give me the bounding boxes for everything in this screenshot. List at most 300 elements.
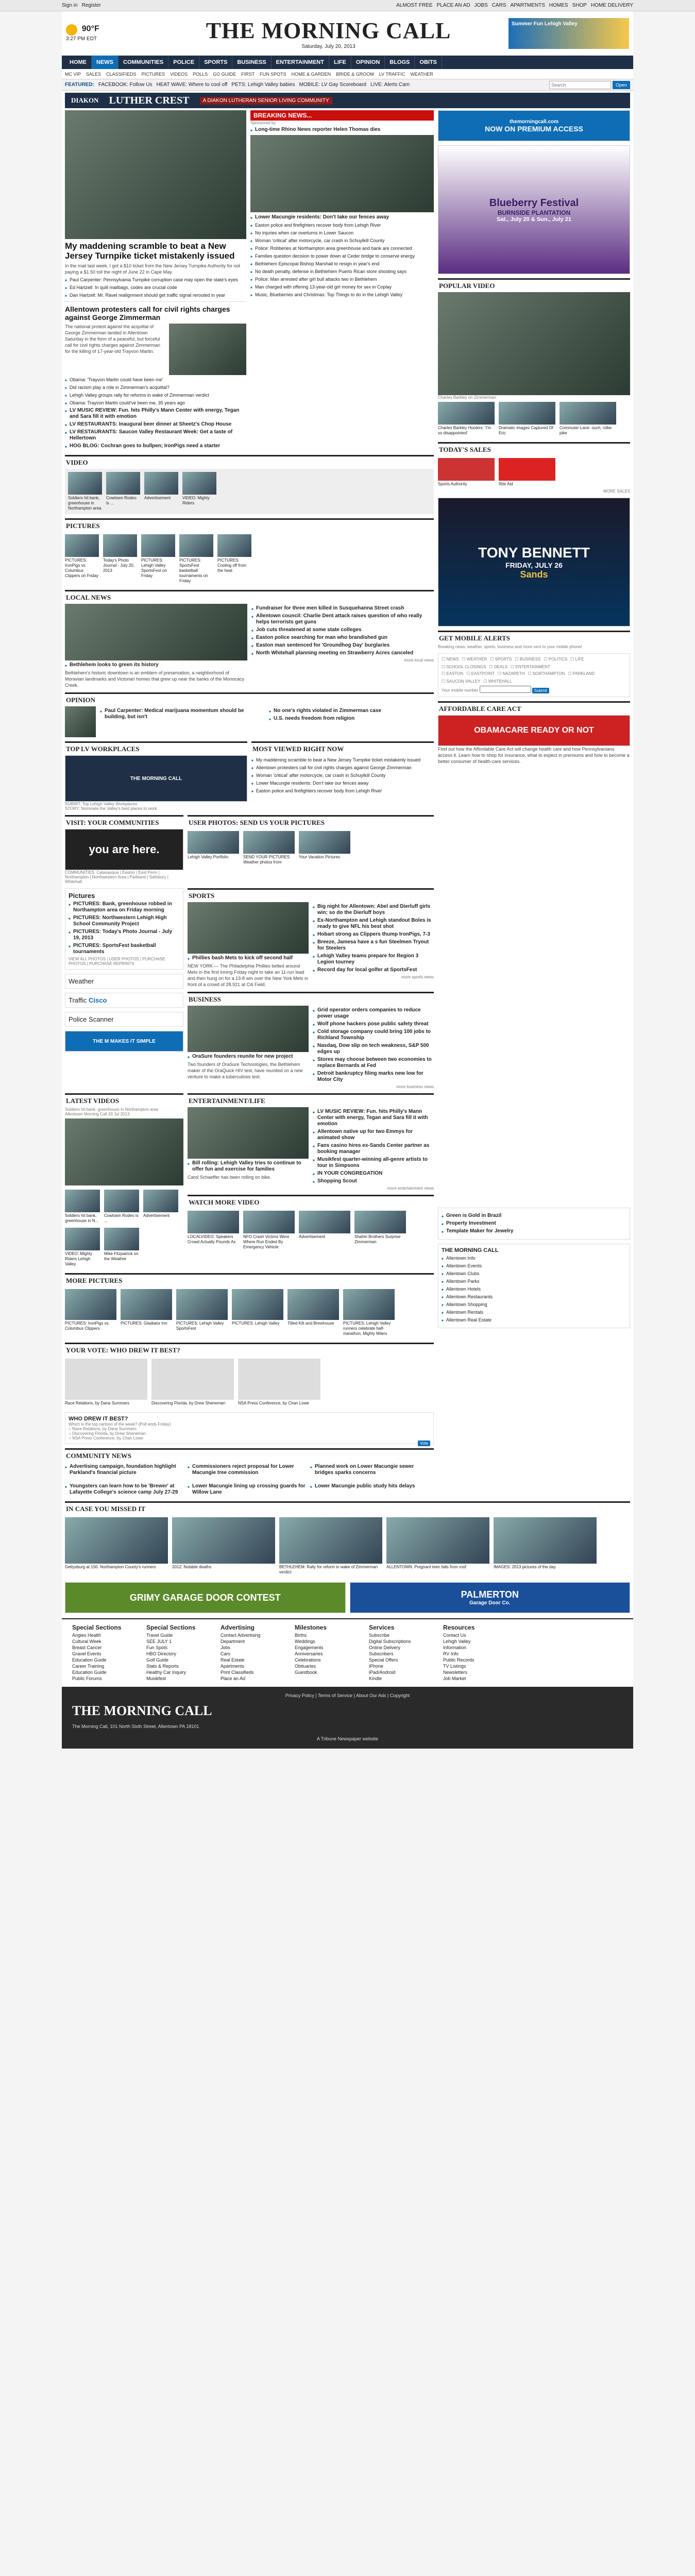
business-title: BUSINESS xyxy=(188,992,434,1006)
entertainment-item[interactable]: ■ Musikfest quarter-winning all-genre artists to tour in Simpsons xyxy=(313,1157,434,1169)
lead-story xyxy=(65,110,246,451)
sponsored-links xyxy=(438,1208,630,1240)
featured-link[interactable]: HEAT WAVE: Where to cool off xyxy=(156,82,228,88)
more-entertainment-link[interactable]: more entertainment news xyxy=(387,1186,434,1191)
workplaces-sub[interactable]: STORY: Nominate the Valley's best places to work xyxy=(65,806,157,811)
weather-temp: 90°F xyxy=(81,24,99,33)
picture-thumb[interactable]: PICTURES: Lehigh Valley SportsFest on Friday xyxy=(141,534,175,584)
poll-option[interactable]: Race Relations, by Dana Summers xyxy=(72,1427,137,1431)
local-item[interactable]: ■ North Whitehall planning meeting on Strawberry Acres canceled xyxy=(251,650,434,656)
subnav-item[interactable]: HOME & GARDEN xyxy=(291,71,331,77)
mobile-alerts-form xyxy=(438,653,630,697)
entertainment-lead[interactable]: ■ Bill rolling: Lehigh Valley tries to continue to offer fun and exercise for families xyxy=(188,1160,309,1173)
sponsored-link[interactable]: ■ Property Investment xyxy=(442,1221,626,1227)
footer-col: Advertising Contact Advertising Department Jobs Cars Real Estate Apartments Print Classifieds Place an Ad xyxy=(221,1624,261,1681)
county-checkbox[interactable]: ☐ EASTPOINT xyxy=(466,671,495,676)
phone-label: Your mobile number xyxy=(442,688,479,693)
featured-link[interactable]: MOBILE: LV Gay Scoreboard xyxy=(299,82,366,88)
main-nav xyxy=(62,56,633,69)
watch-more-title: WATCH MORE VIDEO xyxy=(188,1195,434,1209)
more-headline[interactable]: ■ LV MUSIC REVIEW: Fun. hits Philly's Mann Center with energy, Tegan and Sara fill it with emotion xyxy=(65,408,246,420)
county-checkbox[interactable]: ☐ NAZARETH xyxy=(497,671,525,676)
main-wrapper xyxy=(62,11,633,1749)
search-box xyxy=(549,81,630,89)
business-item[interactable]: ■ Detroit bankruptcy filing marks new low for Motor City xyxy=(313,1071,434,1083)
video-section-title: VIDEO xyxy=(65,455,434,469)
featured-bar xyxy=(62,79,633,91)
sports-title: SPORTS xyxy=(188,888,434,902)
footer-col: Milestones Births Weddings Engagements Anniversaries Celebrations Obituaries Guestbook xyxy=(295,1624,327,1675)
latest-video-player[interactable] xyxy=(65,1118,183,1185)
business-lead[interactable]: ■ OraSure founders reunite for new project xyxy=(188,1054,309,1060)
right-column xyxy=(438,110,630,1497)
workplaces-caption[interactable]: SUBMIT: Top Lehigh Valley Workplaces xyxy=(65,802,138,806)
business-item[interactable]: ■ Wolf phone hackers pose public safety threat xyxy=(313,1021,434,1027)
sports-item[interactable]: ■ Big night for Allentown: Abel and Dierluff girls win; so do the Dierluff boys xyxy=(313,904,434,916)
footer-logo[interactable]: THE MORNING CALL xyxy=(72,1703,212,1718)
subnav-item[interactable]: GO GUIDE xyxy=(213,71,236,77)
sale-item[interactable]: Sports Authority xyxy=(438,458,495,487)
pictures-list-title: Pictures xyxy=(69,892,95,900)
more-pic-thumb[interactable]: Titled Kilt and Brewhouse xyxy=(287,1289,339,1336)
promo-link[interactable]: ■ Allentown Rentals xyxy=(442,1309,626,1315)
pictures-list-box xyxy=(65,888,183,970)
footer-links[interactable]: Privacy Policy | Terms of Service | About Our Ads | Copyright xyxy=(285,1693,410,1698)
subnav-item[interactable]: POLLS xyxy=(193,71,208,77)
more-sports-link[interactable]: more sports news xyxy=(401,975,434,979)
more-pic-thumb[interactable]: PICTURES: Gladiator Inn xyxy=(121,1289,172,1336)
local-item[interactable]: ■ Easton man sentenced for 'Groundhog Day' burglaries xyxy=(251,642,434,649)
breaking-item[interactable]: ■ No injuries when car overturns in Lower Saucon xyxy=(250,230,434,236)
most-viewed-title: MOST VIEWED RIGHT NOW xyxy=(251,741,434,755)
breaking-story[interactable]: ■ Long-time Rhino News reporter Helen Thomas dies xyxy=(250,127,434,133)
picture-thumb[interactable]: PICTURES: SportsFest basketball tournaments on Friday xyxy=(179,534,213,584)
traffic-widget-row[interactable]: Traffic Cisco xyxy=(65,993,183,1008)
sports-item[interactable]: ■ Record day for local golfer at SportsFest xyxy=(313,967,434,973)
sports-photo[interactable] xyxy=(188,902,309,954)
sports-business xyxy=(188,884,434,1089)
pictures-list-item[interactable]: ■ PICTURES: Bank, greenhouse robbed in Northampton area on Friday morning xyxy=(69,901,180,913)
local-lead xyxy=(65,604,247,688)
masthead-date: Saturday, July 20, 2013 xyxy=(301,43,355,49)
entertainment-blurb: Carol Schaeffer has been rolling on bike. xyxy=(188,1175,272,1180)
viewed-item[interactable]: ■ Woman 'critical' after motorcycle, car crash in Schuylkill County xyxy=(251,772,434,778)
promo-link[interactable]: ■ Allentown Shopping xyxy=(442,1301,626,1308)
county-checkbox[interactable]: ☐ WHITEHALL xyxy=(483,679,512,684)
nav-news[interactable]: NEWS xyxy=(92,56,118,69)
left-widgets xyxy=(65,884,183,1089)
breaking-item[interactable]: ■ Woman 'critical' after motorcycle, car crash in Schuylkill County xyxy=(250,238,434,244)
county-checkbox[interactable]: ☐ PARKLAND xyxy=(568,671,595,676)
missed-thumb[interactable]: Gettysburg at 150: Northampton County's runners xyxy=(65,1517,168,1575)
missed-thumb[interactable]: 2012: Notable deaths xyxy=(172,1517,275,1575)
more-pic-thumb[interactable]: PICTURES: Lehigh Valley runners celebrate half-marathon, Mighty Milers xyxy=(343,1289,395,1336)
pictures-list-item[interactable]: ■ PICTURES: SportsFest basketball tournaments xyxy=(69,943,180,955)
breaking-item[interactable]: ■ Police: Robberies at Northampton area greenhouse and bank are connected xyxy=(250,245,434,251)
promo-link[interactable]: ■ Allentown Restaurants xyxy=(442,1294,626,1300)
register-link[interactable]: Register xyxy=(81,3,101,8)
site-footer xyxy=(62,1687,633,1749)
breaking-item[interactable]: ■ Easton police and firefighters recover body from Lehigh River xyxy=(250,222,434,228)
more-local-link[interactable]: more local news xyxy=(404,658,434,663)
local-item[interactable]: ■ Fundraiser for three men killed in Susquehanna Street crash xyxy=(251,605,434,612)
nav-communities[interactable]: COMMUNITIES xyxy=(118,56,168,69)
search-button[interactable]: Open xyxy=(613,81,630,89)
breaking-item[interactable]: ■ Music, Blueberries and Christmas: Top Things to do in the Lehigh Valley xyxy=(250,292,434,298)
business-item[interactable]: ■ Nasdaq, Dow slip on tech weakness, S&P 500 edges up xyxy=(313,1043,434,1055)
latest-video-caption[interactable]: Soldiers hit bank, greenhouse in Northampton area xyxy=(65,1107,158,1112)
local-lead-headline[interactable]: ■ Bethlehem looks to green its history xyxy=(65,662,247,668)
workplaces-title: TOP LV WORKPLACES xyxy=(65,741,247,755)
alert-checkbox[interactable]: ☐ DEALS xyxy=(489,665,508,669)
subnav-item[interactable]: SALES xyxy=(86,71,101,77)
local-lead-blurb: Bethlehem's historic downtown is an emblem of preservation, a neighborhood of Moravian landmarks and Victorian homes that grew up near the banks of the Monocacy Creek. xyxy=(65,670,245,688)
business-item[interactable]: ■ Stores may choose between two economies to replace Bernards at Fed xyxy=(313,1057,434,1069)
nav-police[interactable]: POLICE xyxy=(168,56,199,69)
subnav-item[interactable]: WEATHER xyxy=(410,71,433,77)
video-thumb[interactable]: Soldiers hit bank, greenhouse in Northampton area xyxy=(68,472,102,511)
nav-blogs[interactable]: BLOGS xyxy=(385,56,415,69)
more-headline[interactable]: ■ LV RESTAURANTS: Saucon Valley Restaurant Week: Get a taste of Hellertown xyxy=(65,429,246,442)
footer-col: Services Subscribe Digital Subscriptions Online Delivery Subscribers Special Offers iPhone iPad/Android Kindle xyxy=(369,1624,411,1681)
promo-link[interactable]: ■ Allentown Hotels xyxy=(442,1286,626,1292)
county-checkbox[interactable]: ☐ EASTON xyxy=(442,671,464,676)
pictures-list-item[interactable]: ■ PICTURES: Northwestern Lehigh High School Community Project xyxy=(69,915,180,927)
radio-icon[interactable]: ○ xyxy=(69,1436,73,1440)
topbar-link[interactable]: HOMES xyxy=(549,3,568,8)
nav-opinion[interactable]: OPINION xyxy=(351,56,385,69)
more-headline[interactable]: ■ LV RESTAURANTS: Inaugural beer dinner at Sheetz's Chop House xyxy=(65,421,246,428)
entertainment-item[interactable]: ■ LV MUSIC REVIEW: Fun. hits Philly's Mann Center with energy, Tegan and Sara fill it with emotion xyxy=(313,1109,434,1127)
alert-checkbox[interactable]: ☐ WEATHER xyxy=(462,657,487,662)
watch-thumb[interactable]: Advertisement xyxy=(299,1211,350,1250)
business-item[interactable]: ■ Grid operator orders companies to reduce power usage xyxy=(313,1007,434,1020)
topbar-link[interactable]: PLACE AN AD xyxy=(436,3,470,8)
sale-item[interactable]: Rite Aid xyxy=(499,458,555,487)
cartoon-thumb[interactable]: Discovering Florida, by Drew Sheneman xyxy=(151,1359,234,1406)
alert-checkbox[interactable]: ☐ ENTERTAINMENT xyxy=(511,665,550,669)
breaking-item[interactable]: ■ Families question decision to power down at Ceder bridge to conserve energy xyxy=(250,253,434,259)
breaking-item[interactable]: ■ Lower Macungie residents: Don't take our fences away xyxy=(250,214,434,221)
popular-video-player[interactable] xyxy=(438,292,630,395)
breaking-sponsor: Sponsored by xyxy=(250,121,276,125)
mobile-access-ad[interactable]: themorningcall.com NOW ON PREMIUM ACCESS xyxy=(438,110,630,141)
subnav-item[interactable]: PICTURES xyxy=(141,71,165,77)
sponsored-link[interactable]: ■ Green is Gold in Brazil xyxy=(442,1213,626,1219)
sports-item[interactable]: ■ Ex-Northampton and Lehigh standout Boles is ready to give NFL his best shot xyxy=(313,918,434,930)
masthead-ad[interactable]: Summer Fun Lehigh Valley xyxy=(508,18,629,49)
tony-bennett-ad[interactable]: TONY BENNETT FRIDAY, JULY 26 Sands xyxy=(438,498,630,626)
mobile-alerts-sub: Breaking news, weather, sports, business and more sent to your mobile phone! xyxy=(438,645,582,649)
latest-video-thumb[interactable]: VIDEO: Mighty Riders Lehigh Valley xyxy=(65,1228,100,1267)
alert-checkbox[interactable]: ☐ BUSINESS xyxy=(515,657,541,662)
picture-thumb[interactable]: PICTURES: IronPigs vs. Columbus Clippers on Friday xyxy=(65,534,99,584)
breaking-item[interactable]: ■ Police: Man arrested after girl bull attacks two in Bethlehem xyxy=(250,276,434,282)
picture-thumb[interactable]: Today's Photo Journal - July 20, 2013 xyxy=(103,534,137,584)
site-logo[interactable]: THE MORNING CALL Saturday, July 20, 2013 xyxy=(148,18,508,49)
viewed-item[interactable]: ■ My maddening scramble to beat a New Jersey Turnpike ticket mistakenly issued xyxy=(251,757,434,763)
alert-checkbox[interactable]: ☐ POLITICS xyxy=(544,657,568,662)
second-blurb: The national protest against the acquittal of George Zimmerman landed in Allentown Saturday in the form of a peaceful, but forceful call for civil rights charges against Zimmerman for the killing of 17-year-old Trayvon Martin. xyxy=(65,324,161,354)
watch-thumb[interactable]: LOCALVIDEO: Speakers Crowd Actually Pounds As xyxy=(188,1211,239,1250)
tribune-credit[interactable]: A Tribune Newspaper website xyxy=(316,1736,379,1741)
alert-checkbox[interactable]: ☐ NEWS xyxy=(442,657,459,662)
obamacare-ad[interactable]: OBAMACARE READY OR NOT xyxy=(438,715,630,746)
subnav-item[interactable]: MC VIP xyxy=(65,71,81,77)
topbar-link[interactable]: CARS xyxy=(491,3,506,8)
promo-link[interactable]: ■ Allentown Info xyxy=(442,1255,626,1261)
subnav-item[interactable]: BRIDE & GROOM xyxy=(336,71,374,77)
breaking-item[interactable]: ■ Man charged with offering 13-year-old girl money for sex in Coplay xyxy=(250,284,434,290)
entertainment-item[interactable]: ■ Allentown native up for two Emmys for animated show xyxy=(313,1129,434,1141)
popular-video-caption[interactable]: Charles Barkley on Zimmerman: xyxy=(438,395,497,400)
watch-thumb[interactable]: NFO Crash Victims Were Where Run Ended By Emergency Vehicle xyxy=(243,1211,295,1250)
popular-video-thumb[interactable]: Commuter-Lane: ouch, roller pike xyxy=(560,402,616,436)
community-item[interactable]: ■ Planned work on Lower Macungie sewer bridges sparks concerns xyxy=(310,1464,429,1476)
second-related[interactable]: ■ Did racism play a role in Zimmerman's acquittal? xyxy=(65,384,246,391)
workplaces-box xyxy=(65,737,247,811)
latest-video-thumb[interactable]: Cowtown Rodeo is ... xyxy=(104,1190,139,1224)
opinion-item[interactable]: ■ No one's rights violated in Zimmerman case xyxy=(269,708,434,714)
footer-col: Special Sections Travel Guide SEE JULY 1 Fun Spots HBO Directory Golf Guide Stats & Reports Healthy Car Inquiry Musikfest xyxy=(146,1624,196,1681)
pictures-section-title: PICTURES xyxy=(65,518,434,532)
sports-blurb: NEW YORK — The Philadelphia Phillies belted around Mets in the first inning Friday night to take an 11-run lead and then hung on for a 13-8 win over the New York Mets in front of a crowd of 28,921 at Citi Field. xyxy=(188,963,309,987)
lead-related[interactable]: ■ Dan Hartzell: Mr. Ravel realignment should get traffic signal rerouted in year xyxy=(65,292,246,298)
local-item[interactable]: ■ Job cuts threatened at some state colleges xyxy=(251,627,434,633)
garage-door-ad[interactable]: GRIMY GARAGE DOOR CONTEST xyxy=(65,1582,346,1613)
sponsored-link[interactable]: ■ Template Maker for Jewelry xyxy=(442,1228,626,1234)
topbar-link[interactable]: HOME DELIVERY xyxy=(590,3,633,8)
entertainment-item[interactable]: ■ IN YOUR CONGREGATION xyxy=(313,1171,434,1177)
alert-checkbox[interactable]: ☐ SCHOOL CLOSINGS xyxy=(442,665,486,669)
community-links[interactable]: COMMUNITIES: Catasauqua | Easton | East Penn | Northampton | Northwestern Area | Parkland | Salisbury | Whitehall xyxy=(65,870,168,884)
masthead xyxy=(62,11,633,56)
poll-option[interactable]: NSA Press Conference, by Chan Lowe xyxy=(72,1436,143,1440)
more-sales-link[interactable]: MORE SALES xyxy=(603,489,630,494)
sports-item[interactable]: ■ Lehigh Valley teams prepare for Region 3 Legion tourney xyxy=(313,953,434,965)
popular-video-thumb[interactable]: Dramatic images Captured Of Eric xyxy=(499,402,555,436)
local-news-title: LOCAL NEWS xyxy=(65,590,434,604)
opinion-title: OPINION xyxy=(65,692,434,706)
topbar-link[interactable]: SHOP xyxy=(572,3,587,8)
signin-link[interactable]: Sign in xyxy=(62,3,78,8)
more-pic-thumb[interactable]: PICTURES: IronPigs vs. Columbus Clippers xyxy=(65,1289,116,1336)
nav-sports[interactable]: SPORTS xyxy=(199,56,232,69)
poll-subtitle: Which is the top cartoon of the week? (Poll ends Friday) xyxy=(69,1422,171,1427)
footer-address: The Morning Call, 101 North Sixth Street, Allentown PA 18101 xyxy=(72,1724,199,1729)
breaking-news-header: BREAKING NEWS... xyxy=(250,110,434,121)
local-photo[interactable] xyxy=(65,604,247,660)
county-checkbox[interactable]: ☐ SAUCON VALLEY xyxy=(442,679,481,684)
second-related[interactable]: ■ Obama: Trayvon Martin could've been me, 35 years ago xyxy=(65,400,246,406)
entertainment-item[interactable]: ■ Shopping Scout xyxy=(313,1178,434,1184)
latest-videos-title: LATEST VIDEOS xyxy=(65,1093,183,1107)
lead-headline[interactable]: My maddening scramble to beat a New Jersey Turnpike ticket mistakenly issued xyxy=(65,241,235,261)
second-related[interactable]: ■ Lehigh Valley groups rally for reforms in wake of Zimmerman verdict xyxy=(65,392,246,398)
visit-communities xyxy=(65,811,183,884)
sun-icon xyxy=(66,24,77,36)
user-photo-thumb[interactable]: Your Vacation Pictures xyxy=(299,831,350,865)
palmerton-ad[interactable]: PALMERTON Garage Door Co. xyxy=(350,1582,631,1613)
more-pic-thumb[interactable]: PICTURES: Lehigh Valley SportsFest xyxy=(176,1289,228,1336)
missed-thumb[interactable]: BETHLEHEM: Rally for reform in wake of Zimmerman verdict xyxy=(279,1517,382,1575)
second-headline[interactable]: Allentown protesters call for civil rights charges against George Zimmerman xyxy=(65,305,230,321)
user-photo-thumb[interactable]: SEND YOUR PICTURES Weather photos from xyxy=(243,831,295,865)
second-photo[interactable] xyxy=(169,324,246,375)
breaking-item[interactable]: ■ No death penalty, defense in Bethlehem Puerto Rican store shooting says xyxy=(250,268,434,275)
user-photos-title: USER PHOTOS: SEND US YOUR PICTURES xyxy=(188,815,434,829)
footer-sections xyxy=(62,1618,633,1687)
nav-obits[interactable]: OBITS xyxy=(415,56,442,69)
opinion-item[interactable]: ■ Paul Carpenter: Medical marijuana momentum should be building, but isn't xyxy=(100,708,265,720)
latest-video-thumb[interactable]: Mike Fitzpatrick on the Weather xyxy=(104,1228,139,1267)
breaking-column xyxy=(250,110,434,451)
aca-title: AFFORDABLE CARE ACT xyxy=(438,701,630,715)
video-thumb[interactable]: Cowtown Rodeo is ... xyxy=(106,472,140,511)
search-input[interactable] xyxy=(549,81,611,89)
community-item[interactable]: ■ Lower Macungie lining up crossing guards for Willow Lane xyxy=(188,1483,306,1496)
local-item[interactable]: ■ Easton police searching for man who brandished gun xyxy=(251,635,434,641)
pictures-list-item[interactable]: ■ PICTURES: Today's Photo Journal - July 19, 2013 xyxy=(69,929,180,941)
second-related[interactable]: ■ Obama: 'Trayvon Martin could have been me' xyxy=(65,377,246,383)
breaking-photo[interactable] xyxy=(250,135,434,212)
more-headline[interactable]: ■ HOG BLOG: Cochran goes to bullpen; IronPigs need a starter xyxy=(65,443,246,449)
county-checkbox[interactable]: ☐ NORTHAMPTON xyxy=(528,671,565,676)
local-item[interactable]: ■ Allentown council: Charlie Dent attack raises question of who really helps terrorists get guns xyxy=(251,613,434,625)
subnav-item[interactable]: FIRST xyxy=(241,71,255,77)
footer-col: Special Sections Angies Health Cultural Week Breast Cancer Gravel Events Education Guide Career Training Education Guide Public Forums xyxy=(72,1624,122,1681)
promo-link[interactable]: ■ Allentown Clubs xyxy=(442,1270,626,1277)
picture-thumb[interactable]: PICTURES: Cooling off from the heat xyxy=(217,534,251,584)
sports-item[interactable]: ■ Breeze, Jamesa have a s fun Steelmen Tryout for Steelers xyxy=(313,939,434,952)
subnav-item[interactable]: LV TRAFFIC xyxy=(379,71,405,77)
weather-widget[interactable] xyxy=(66,24,148,42)
featured-link[interactable]: LIVE: Alerts Cam xyxy=(370,82,410,88)
aca-blurb: Find out how the Affordable Care Act will change health care and how Pennsylvanians access it. Learn how to shop for insurance, what to expect in premiums and how to become a better consumer of health-care services. xyxy=(438,746,630,764)
video-thumb[interactable]: VIDEO: Mighty Riders xyxy=(182,472,216,511)
photo-links[interactable]: VIEW ALL PHOTOS | USER PHOTOS | PURCHASE PHOTOS | PURCHASE REPRINTS xyxy=(69,957,165,966)
business-item[interactable]: ■ Cold storage company could bring 100 jobs to Richland Township xyxy=(313,1029,434,1041)
top-utility-bar xyxy=(0,0,695,11)
user-photos xyxy=(188,811,434,884)
alert-checkbox[interactable]: ☐ LIFE xyxy=(570,657,584,662)
missed-thumb[interactable]: IMAGES: 2013 pictures of the day xyxy=(494,1517,597,1575)
promos-title: THE MORNING CALL xyxy=(442,1247,499,1253)
featured-link[interactable]: FACEBOOK: Follow Us xyxy=(98,82,152,88)
viewed-item[interactable]: ■ Lower Macungie residents: Don't take our fences away xyxy=(251,780,434,786)
community-item[interactable]: ■ Advertising campaign, foundation highlight Parkland's financial picture xyxy=(65,1464,183,1476)
latest-video-thumb[interactable]: Advertisement xyxy=(143,1190,178,1224)
m-makes-it-simple-ad[interactable]: THE M MAKES IT SIMPLE xyxy=(65,1031,183,1052)
poll-question: WHO DREW IT BEST? xyxy=(69,1416,128,1422)
watch-thumb[interactable]: Shahiri Brothers Surprise Zimmerman xyxy=(354,1211,406,1250)
radio-icon[interactable]: ○ xyxy=(69,1431,73,1436)
business-photo[interactable] xyxy=(188,1006,309,1052)
popular-video-thumb[interactable]: Charles Barkley Hooters: 'I'm so disappointed' xyxy=(438,402,495,436)
nav-home[interactable]: HOME xyxy=(65,56,92,69)
vote-poll xyxy=(65,1412,434,1444)
entertainment-section xyxy=(188,1089,434,1269)
footer-col: Resources Contact Us Lehigh Valley Information RV Info Public Records TV Listings Newsletters Job Market xyxy=(443,1624,475,1681)
lead-blurb: In the mail last week, I got a $10 ticket from the New Jersey Turnpike Authority for not paying a $1.50 toll the night of June 22 in Cape May. xyxy=(65,263,241,275)
nav-entertainment[interactable]: ENTERTAINMENT xyxy=(272,56,329,69)
nav-life[interactable]: LIFE xyxy=(329,56,351,69)
entertainment-photo[interactable] xyxy=(188,1107,309,1159)
viewed-item[interactable]: ■ Allentown protesters call for civil rights charges against George Zimmerman xyxy=(251,765,434,771)
police-scanner-row[interactable]: Police Scanner xyxy=(65,1012,183,1027)
sports-item[interactable]: ■ Hobart strong as Clippers thump IronPigs, 7-3 xyxy=(313,931,434,938)
poll-option[interactable]: Discovering Florida, by Drew Sheneman xyxy=(72,1431,146,1436)
user-photo-thumb[interactable]: Lehigh Valley Portfolio xyxy=(188,831,239,865)
you-are-here-ad[interactable]: you are here. xyxy=(65,829,183,870)
business-blurb: Two founders of OraSure Technologies, the Bethlehem maker of the OraQuick HIV test, have reunited on a new venture to make a tuberculosis test. xyxy=(188,1062,303,1079)
todays-sales-title: TODAY'S SALES xyxy=(438,442,630,456)
video-thumb[interactable]: Advertisement xyxy=(144,472,178,511)
nav-business[interactable]: BUSINESS xyxy=(232,56,271,69)
allentown-promos xyxy=(438,1244,630,1328)
visit-title: VISIT: YOUR COMMUNITIES xyxy=(65,815,183,829)
luther-crest-banner-ad[interactable]: DIAKON LUTHER CREST A DIAKON LUTHERAN SENIOR LIVING COMMUNITY xyxy=(65,93,630,108)
subnav-item[interactable]: VIDEOS xyxy=(170,71,188,77)
subnav-item[interactable]: FUN SPOTS xyxy=(260,71,286,77)
workplaces-ad[interactable]: THE MORNING CALL xyxy=(65,755,247,802)
alert-checkbox[interactable]: ☐ SPORTS xyxy=(490,657,512,662)
promo-link[interactable]: ■ Allentown Parks xyxy=(442,1278,626,1284)
promo-link[interactable]: ■ Allentown Real Estate xyxy=(442,1317,626,1323)
topbar-link[interactable]: JOBS xyxy=(474,3,488,8)
alerts-submit-button[interactable]: Submit xyxy=(532,688,549,693)
lead-related[interactable]: ■ Paul Carpenter: Pennsylvania Turnpike corruption case may open the state's eyes xyxy=(65,277,246,283)
blueberry-festival-ad[interactable]: Blueberry Festival BURNSIDE PLANTATION Sat., July 20 & Sun., July 21 xyxy=(438,145,630,274)
community-item[interactable]: ■ Lower Macungie public study hits delays xyxy=(310,1483,429,1496)
entertainment-item[interactable]: ■ Fans casino hires ex-Sands Center partner as booking manager xyxy=(313,1143,434,1155)
vote-title: YOUR VOTE: WHO DREW IT BEST? xyxy=(65,1343,434,1357)
opinion-photo[interactable] xyxy=(65,706,96,737)
most-viewed-box xyxy=(251,737,434,811)
viewed-item[interactable]: ■ Easton police and firefighters recover body from Lehigh River xyxy=(251,788,434,794)
featured-link[interactable]: PETS: Lehigh Valley babies xyxy=(231,82,295,88)
more-pictures-title: MORE PICTURES xyxy=(65,1273,434,1287)
vote-button[interactable]: Vote xyxy=(418,1440,430,1446)
local-list xyxy=(251,604,434,688)
topbar-link[interactable]: ALMOST FREE xyxy=(396,3,433,8)
entertainment-title: ENTERTAINMENT/LIFE xyxy=(188,1093,434,1107)
more-pic-thumb[interactable]: PICTURES: Lehigh Valley xyxy=(232,1289,283,1336)
community-item[interactable]: ■ Youngsters can learn how to be 'Brewer' at Lafayette College's science camp July 27-29 xyxy=(65,1483,183,1496)
community-item[interactable]: ■ Commissioners reject proposal for Lower Macungie tree commission xyxy=(188,1464,306,1476)
weather-widget-row[interactable]: Weather xyxy=(65,974,183,989)
left-column xyxy=(65,110,434,1497)
lead-photo[interactable] xyxy=(65,110,246,239)
opinion-item[interactable]: ■ U.S. needs freedom from religion xyxy=(269,716,434,722)
lead-related[interactable]: ■ Ed Hartzell: In quill mailbags, codes are crucial code xyxy=(65,284,246,291)
topbar-link[interactable]: APARTMENTS xyxy=(510,3,545,8)
cartoon-thumb[interactable]: NSA Press Conference, by Chan Lowe xyxy=(238,1359,320,1406)
cartoon-thumb[interactable]: Race Relations, by Dana Summers xyxy=(65,1359,147,1406)
video-strip xyxy=(65,469,434,514)
latest-video-thumb[interactable]: Soldiers hit bank, greenhouse in N... xyxy=(65,1190,100,1224)
featured-label: FEATURED: xyxy=(65,82,95,88)
sports-lead[interactable]: ■ Phillies bash Mets to kick off second half xyxy=(188,955,309,961)
radio-icon[interactable]: ○ xyxy=(69,1427,73,1431)
promo-link[interactable]: ■ Allentown Events xyxy=(442,1263,626,1269)
missed-thumb[interactable]: ALLENTOWN: Pregnant teen falls from roof xyxy=(386,1517,489,1575)
latest-videos xyxy=(65,1089,183,1269)
phone-input[interactable] xyxy=(480,686,531,693)
breaking-item[interactable]: ■ Bethlehem Episcopal Bishop Marshall to resign in year's end xyxy=(250,261,434,267)
more-business-link[interactable]: more business news xyxy=(396,1084,434,1089)
subnav-item[interactable]: CLASSIFIEDS xyxy=(106,71,137,77)
